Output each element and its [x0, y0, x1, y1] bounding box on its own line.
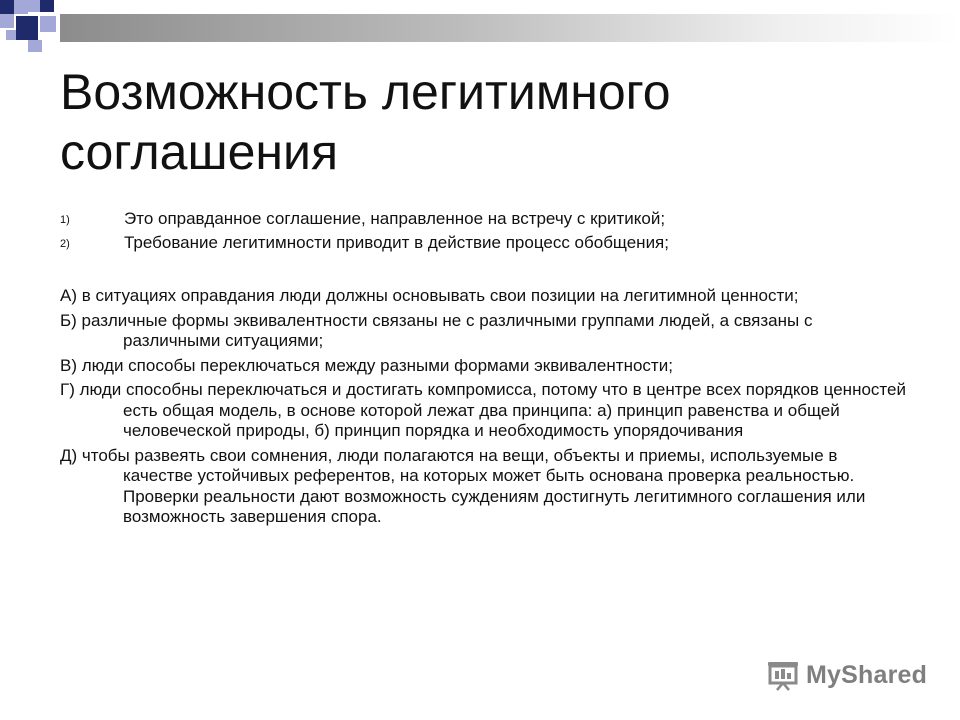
- lettered-list-item: А) в ситуациях оправдания люди должны основывать свои позиции на легитимной ценности;: [60, 286, 799, 305]
- slide-title: Возможность легитимного соглашения: [60, 64, 671, 180]
- myshared-watermark: [766, 655, 927, 695]
- list-item-text: Это оправданное соглашение, направленное на встречу с критикой;: [124, 209, 666, 228]
- corner-square-decoration: [40, 0, 54, 12]
- header-gradient-bar: [60, 14, 960, 42]
- lettered-list-item: Д) чтобы развеять свои сомнения, люди полагаются на вещи, объекты и приемы, используемые в качестве устойчивых референтов, на которых может быть основана проверка реальностью. Проверки реальности дают возможность суждениям достигнуть легитимного соглашения или возможность завершения спора.: [60, 445, 866, 526]
- lettered-list-item: Б) различные формы эквивалентности связаны не с различными группами людей, а связаны с различными ситуациями;: [60, 310, 813, 350]
- lettered-list: [60, 286, 910, 532]
- corner-square-decoration: [0, 14, 14, 28]
- corner-square-decoration: [0, 0, 14, 14]
- list-number: 2): [60, 238, 70, 250]
- lettered-list-item: В) люди способы переключаться между разными формами эквивалентности;: [60, 355, 673, 375]
- corner-square-decoration: [40, 16, 56, 32]
- corner-square-decoration: [14, 0, 28, 14]
- list-number: 1): [60, 214, 70, 226]
- watermark-text: MyShared: [806, 660, 928, 689]
- corner-square-decoration: [28, 40, 42, 52]
- list-item-text: Требование легитимности приводит в действие процесс обобщения;: [124, 233, 669, 252]
- numbered-list-item: [60, 207, 920, 231]
- lettered-list-item: Г) люди способны переключаться и достигать компромисса, потому что в центре всех порядков ценностей есть общая модель, в основе которой лежат два принципа: а) принцип равенства и общей человеческой природы, б) принцип порядка и необходимость упорядочивания: [60, 380, 906, 440]
- numbered-list: [60, 207, 920, 255]
- numbered-list-item: [60, 231, 920, 255]
- corner-square-decoration: [16, 16, 38, 40]
- corner-square-decoration: [6, 30, 16, 40]
- projector-screen-icon: [766, 659, 800, 691]
- corner-square-decoration: [28, 0, 40, 12]
